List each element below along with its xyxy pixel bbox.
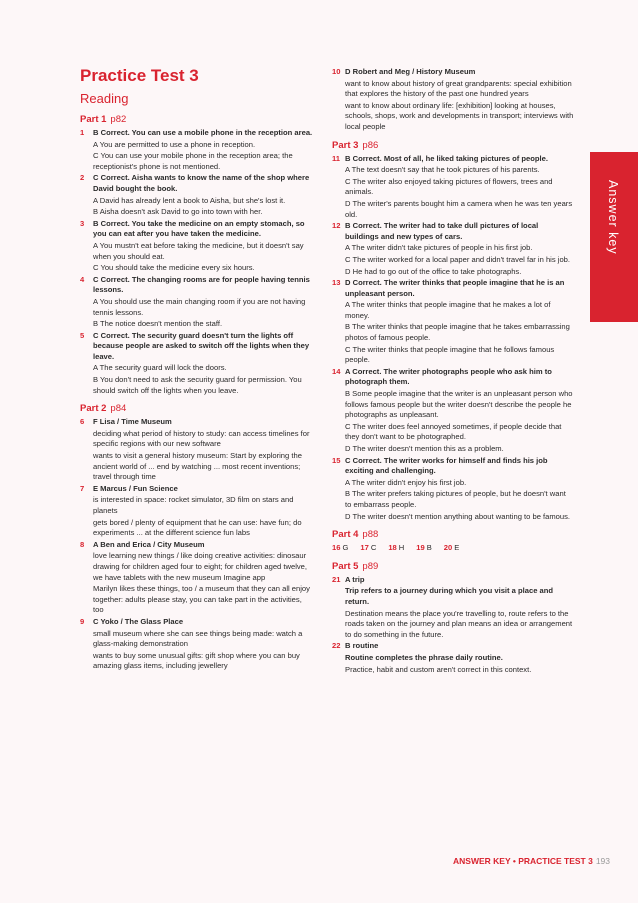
explanation-line: D He had to go out of the office to take photographs. — [345, 266, 522, 276]
question-number: 12 — [332, 221, 341, 231]
answer-line: C Correct. Aisha wants to know the name of the shop where David bought the book. — [93, 173, 310, 193]
explanation-line: want to know about ordinary life: [exhibition] looking at houses, schools, shops, work and developments in transport; interviews with local people — [345, 100, 574, 131]
explanation-line: A The writer didn't enjoy his first job. — [345, 477, 467, 487]
part-heading — [332, 139, 574, 152]
section-title: Reading — [80, 91, 129, 106]
answer-letter: E — [454, 543, 460, 553]
question-answer — [332, 456, 574, 523]
footer-text: ANSWER KEY • PRACTICE TEST 3 — [453, 856, 593, 866]
answer-line: A Correct. The writer photographs people who ask him to photograph them. — [345, 366, 552, 387]
question-number: 17 — [360, 543, 369, 553]
answer-line: Routine completes the phrase daily routine. — [345, 652, 503, 662]
explanation-line: Destination means the place you're travelling to, route refers to the roads taken on the journey and plan means an idea or arrangement to do something in the future. — [345, 608, 573, 639]
question-answer — [80, 484, 314, 539]
explanation-line: B Some people imagine that the writer is an unpleasant person who follows famous people but the writer doesn't describe the people he photographs as unpleasant. — [345, 389, 573, 420]
explanation-line: is interested in space: rocket simulator, 3D film on stars and planets — [93, 495, 294, 515]
answer-line: E Marcus / Fun Science — [93, 483, 178, 493]
part-page-ref: p88 — [362, 529, 379, 541]
explanation-line: C The writer also enjoyed taking pictures of flowers, trees and animals. — [345, 176, 553, 197]
answer-line: B Correct. You can use a mobile phone in the reception area. — [93, 128, 313, 137]
part-label: Part 3 — [332, 139, 359, 151]
short-answer — [360, 543, 382, 552]
question-number: 13 — [332, 278, 341, 288]
question-number: 10 — [332, 67, 341, 76]
page-footer — [453, 856, 610, 866]
part-heading — [332, 528, 574, 541]
question-number: 19 — [416, 543, 425, 553]
explanation-line: want to know about history of great grandparents: special exhibition that explores the history of the past one hundred years — [345, 78, 572, 99]
answer-letter: H — [398, 543, 405, 553]
question-number: 22 — [332, 641, 341, 651]
part-page-ref: p89 — [362, 560, 379, 572]
explanation-line: love learning new things / like doing creative activities: dinosaur drawing for children aged four to eight; for children aged twelve, we have tablets with the new museum Imagine app — [93, 551, 308, 582]
explanation-line: wants to buy some unusual gifts: gift shop where you can buy amazing glass items, including jewellery — [93, 650, 300, 671]
explanation-line: A The writer didn't take pictures of people in his first job. — [345, 243, 533, 253]
question-number: 4 — [80, 274, 85, 284]
short-answer — [416, 543, 438, 552]
explanation-line: D The writer doesn't mention this as a problem. — [345, 444, 504, 453]
explanation-line: A You should use the main changing room if you are not having tennis lessons. — [93, 296, 306, 317]
part-label: Part 1 — [80, 114, 107, 125]
question-number: 20 — [443, 543, 453, 553]
left-column — [80, 66, 314, 673]
answer-line: B Correct. You take the medicine on an empty stomach, so you can eat after you have taken the medicine. — [93, 218, 305, 239]
question-answer — [80, 275, 314, 330]
explanation-line: A The writer thinks that people imagine that he makes a lot of money. — [345, 300, 551, 320]
short-answer — [444, 543, 466, 552]
question-number: 5 — [80, 330, 85, 340]
explanation-line: C The writer does feel annoyed sometimes, if people decide that they don't want to be photographed. — [345, 421, 562, 442]
question-answer — [80, 173, 314, 217]
answer-key-tab-label: Answer key — [606, 180, 620, 255]
part-page-ref: p84 — [110, 403, 127, 415]
answer-letter: C — [370, 543, 377, 553]
part-label: Part 5 — [332, 560, 359, 572]
part-heading — [80, 113, 314, 126]
answer-letter: G — [342, 543, 349, 553]
part-label: Part 2 — [80, 403, 107, 415]
question-number: 6 — [80, 417, 85, 427]
explanation-line: D The writer's parents bought him a camera when he was ten years old. — [345, 198, 573, 219]
question-answer — [80, 128, 314, 172]
answer-letter: B — [426, 543, 432, 553]
explanation-line: deciding what period of history to study: can access timelines for specific regions with our new software — [93, 428, 310, 449]
question-number: 15 — [332, 455, 341, 465]
answer-line: B Correct. Most of all, he liked taking pictures of people. — [345, 153, 548, 163]
explanation-line: gets bored / plenty of equipment that he can use: have fun; do experiments ... at the different science fun labs — [93, 517, 302, 538]
explanation-line: Practice, habit and custom aren't correct in this context. — [345, 664, 532, 674]
explanation-line: A David has already lent a book to Aisha, but she's lost it. — [93, 195, 286, 205]
question-number: 8 — [80, 539, 85, 549]
answer-line: D Correct. The writer thinks that people imagine that he is an unpleasant person. — [345, 278, 565, 298]
part-page-ref: p82 — [110, 114, 127, 125]
explanation-line: B The writer thinks that people imagine that he takes embarrassing photos of famous people. — [345, 322, 570, 343]
question-number: 14 — [332, 366, 341, 376]
page-title: Practice Test 3 — [80, 66, 199, 85]
question-number: 2 — [80, 173, 85, 183]
explanation-line: A You are permitted to use a phone in reception. — [93, 139, 256, 149]
question-answer — [332, 221, 574, 277]
short-answer — [388, 543, 410, 552]
answer-line: F Lisa / Time Museum — [93, 417, 172, 427]
part-page-ref: p86 — [362, 139, 379, 151]
question-answer — [80, 331, 314, 397]
question-answer — [332, 575, 574, 641]
part-heading — [80, 402, 314, 415]
part-label: Part 4 — [332, 529, 359, 541]
answer-line: A Ben and Erica / City Museum — [93, 539, 205, 549]
explanation-line: C The writer worked for a local paper and didn't travel far in his job. — [345, 254, 571, 264]
answer-line: C Correct. The security guard doesn't turn the lights off because people are asked to switch off the lights when they leave. — [93, 330, 310, 361]
answer-line: C Correct. The writer works for himself and finds his job exciting and challenging. — [345, 455, 548, 476]
page-number: 193 — [595, 856, 610, 866]
explanation-line: small museum where she can see things being made: watch a glass-making demonstration — [93, 628, 303, 649]
question-answer — [80, 417, 314, 483]
explanation-line: A You mustn't eat before taking the medicine, but it doesn't say when you should eat. — [93, 240, 304, 261]
question-answer — [332, 67, 574, 133]
answer-line: Trip refers to a journey during which you visit a place and return. — [345, 586, 554, 606]
answer-line: A trip — [345, 574, 365, 584]
explanation-line: B Aisha doesn't ask David to go into town with her. — [93, 207, 263, 217]
question-answer — [80, 617, 314, 672]
explanation-line: D The writer doesn't mention anything about wanting to be famous. — [345, 511, 571, 521]
question-number: 18 — [388, 543, 397, 553]
question-answer — [80, 219, 314, 274]
question-number: 21 — [332, 574, 341, 584]
question-number: 1 — [80, 128, 85, 137]
question-number: 9 — [80, 616, 85, 626]
question-answer — [332, 278, 574, 366]
answer-line: C Correct. The changing rooms are for people having tennis lessons. — [93, 274, 310, 295]
explanation-line: B The writer prefers taking pictures of people, but he doesn't want to embarrass people. — [345, 489, 566, 509]
question-number: 11 — [332, 153, 341, 163]
question-answer — [332, 154, 574, 221]
question-answer — [80, 540, 314, 616]
answer-line: B Correct. The writer had to take dull pictures of local buildings and new types of cars. — [345, 221, 539, 241]
short-answers — [332, 543, 574, 554]
answer-line: B routine — [345, 641, 379, 651]
question-number: 7 — [80, 483, 85, 493]
part-heading — [332, 560, 574, 573]
question-number: 3 — [80, 218, 85, 228]
explanation-line: C You can use your mobile phone in the reception area; the receptionist's phone is not mentioned. — [93, 151, 293, 171]
explanation-line: B The notice doesn't mention the staff. — [93, 319, 223, 329]
question-number: 16 — [332, 543, 341, 553]
question-answer — [332, 367, 574, 455]
answer-key-tab — [590, 152, 638, 322]
explanation-line: A The security guard will lock the doors. — [93, 363, 227, 373]
question-answer — [332, 641, 574, 675]
explanation-line: Marilyn likes these things, too / a museum that they can all enjoy together: adults please stay, you can take part in the activities, too — [93, 584, 310, 615]
explanation-line: C You should take the medicine every six hours. — [93, 263, 255, 273]
right-column — [332, 66, 574, 676]
answer-line: D Robert and Meg / History Museum — [345, 67, 476, 76]
explanation-line: A The text doesn't say that he took pictures of his parents. — [345, 165, 540, 175]
short-answer — [332, 543, 354, 552]
answer-line: C Yoko / The Glass Place — [93, 616, 184, 626]
explanation-line: B You don't need to ask the security guard for permission. You should switch off the lights when you leave. — [93, 375, 302, 395]
explanation-line: wants to visit a general history museum: Start by exploring the ancient world of ... end by watching ... most recent inventions; travel through time — [93, 451, 302, 482]
explanation-line: C The writer thinks that people imagine that he follows famous people. — [345, 344, 555, 365]
